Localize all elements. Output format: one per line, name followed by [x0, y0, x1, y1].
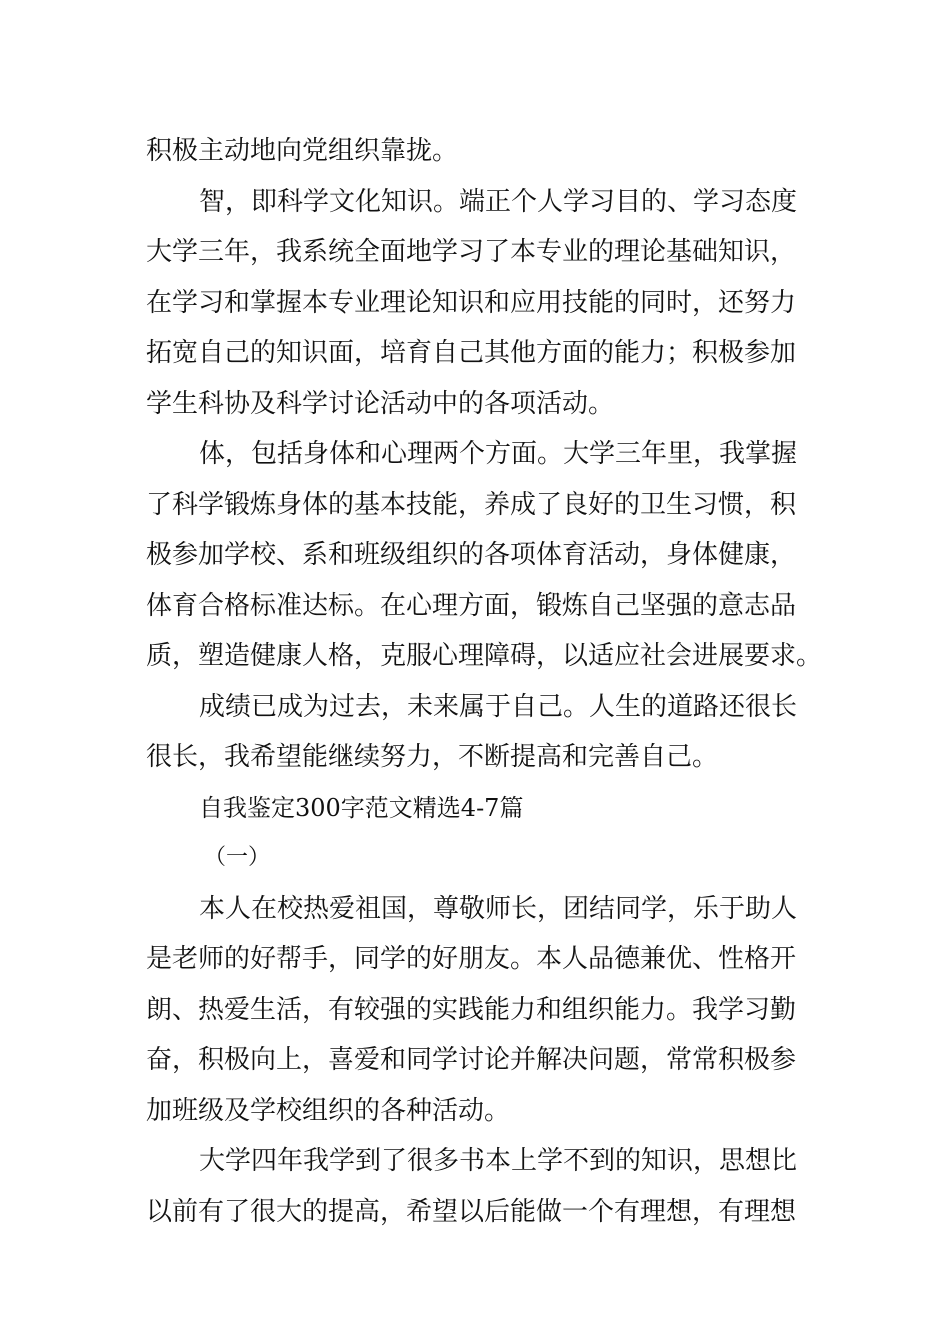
paragraph-start-line: 智，即科学文化知识。端正个人学习目的、学习态度 [199, 186, 798, 217]
text-line: 了科学锻炼身体的基本技能，养成了良好的卫生习惯，积 [146, 489, 797, 520]
text-line: 极参加学校、系和班级组织的各项体育活动，身体健康， [146, 540, 797, 570]
section-heading: 自我鉴定300字范文精选4-7篇 [199, 793, 524, 822]
document-body [146, 126, 823, 1237]
text-line: 学生科协及科学讨论活动中的各项活动。 [146, 388, 615, 419]
text-line: 在学习和掌握本专业理论知识和应用技能的同时，还努力 [146, 287, 797, 318]
text-line: 体育合格标准达标。在心理方面，锻炼自己坚强的意志品 [146, 590, 797, 621]
text-line: 积极主动地向党组织靠拢。 [146, 136, 459, 166]
text-line: 大学三年，我系统全面地学习了本专业的理论基础知识， [146, 237, 797, 267]
text-line: 加班级及学校组织的各种活动。 [146, 1095, 511, 1126]
text-line: 朗、热爱生活，有较强的实践能力和组织能力。我学习勤 [146, 994, 797, 1025]
paragraph-start-line: 成绩已成为过去，未来属于自己。人生的道路还很长 [199, 691, 798, 722]
section-number: （一） [204, 845, 271, 870]
paragraph-start-line: 大学四年我学到了很多书本上学不到的知识，思想比 [199, 1146, 798, 1176]
text-line: 很长，我希望能继续努力，不断提高和完善自己。 [146, 742, 719, 772]
text-line: 质，塑造健康人格，克服心理障碍，以适应社会进展要求。 [146, 641, 823, 671]
text-line: 是老师的好帮手，同学的好朋友。本人品德兼优、性格开 [146, 944, 797, 974]
text-line: 以前有了很大的提高，希望以后能做一个有理想，有理想 [146, 1196, 797, 1227]
paragraph-start-line: 体，包括身体和心理两个方面。大学三年里，我掌握 [199, 439, 798, 469]
text-line: 奋，积极向上，喜爱和同学讨论并解决问题，常常积极参 [146, 1045, 797, 1075]
text-line: 拓宽自己的知识面，培育自己其他方面的能力；积极参加 [146, 338, 797, 368]
paragraph-start-line: 本人在校热爱祖国，尊敬师长，团结同学，乐于助人 [199, 893, 798, 924]
